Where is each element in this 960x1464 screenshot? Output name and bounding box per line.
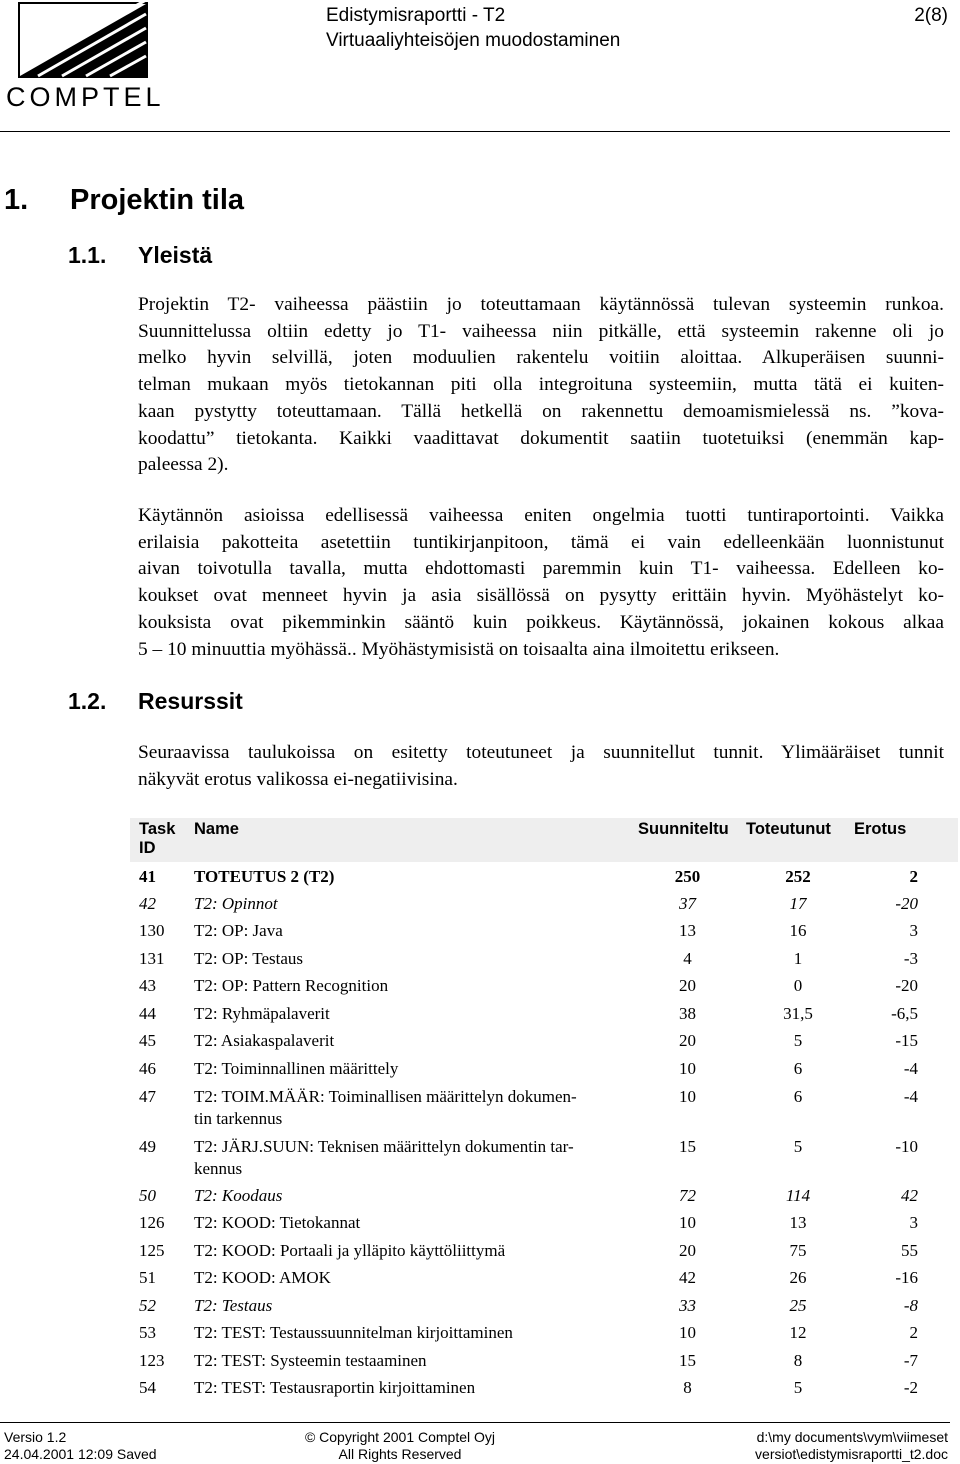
- cell-actual: 75: [789, 1241, 807, 1260]
- cell-planned: 42: [679, 1268, 696, 1287]
- cell-planned: 250: [674, 867, 701, 886]
- cell-planned: 72: [679, 1186, 696, 1205]
- text-line: melko hyvin selvillä, joten moduulien rakentelu voitiin aloittaa. Alkuperäisen suunni-: [138, 347, 944, 369]
- cell-name-line: T2: JÄRJ.SUUN: Teknisen määrittelyn dokumentin tar-: [194, 1137, 574, 1156]
- cell-name-line: T2: TOIM.MÄÄR: Toiminallisen määrittelyn dokumen-: [194, 1087, 577, 1106]
- cell-task-id: 42: [139, 894, 156, 913]
- cell-name: T2: OP: Java: [194, 921, 283, 940]
- document-title: Edistymisraportti - T2: [326, 5, 506, 26]
- cell-diff: -20: [895, 894, 918, 913]
- text-line: paleessa 2).: [138, 454, 229, 476]
- comptel-logo: [6, 2, 165, 112]
- cell-planned: 20: [679, 976, 696, 995]
- text-line: erilaisia pakotteita asetettiin tuntikirjanpitoon, tämä ei vain edelleenkään luonnistunut: [138, 531, 944, 553]
- cell-planned: 33: [679, 1296, 696, 1315]
- paragraph-yleista-1: [138, 292, 944, 479]
- header-name: Name: [194, 820, 239, 838]
- cell-name: T2: Opinnot: [194, 894, 278, 913]
- text-line: telman mukaan myös tietokannan piti olla integroituna systeemiin, mutta tätä ei kuiten-: [138, 374, 944, 396]
- footer-path-1: d:\my documents\vym\viimeset: [756, 1429, 948, 1445]
- section-1-1-number: 1.1.: [68, 242, 107, 268]
- cell-name: TOTEUTUS 2 (T2): [194, 867, 335, 886]
- cell-actual: 31,5: [783, 1004, 813, 1023]
- cell-task-id: 49: [139, 1137, 156, 1156]
- cell-actual: 16: [789, 921, 807, 940]
- cell-diff: -8: [903, 1296, 918, 1315]
- header-divider: [0, 131, 950, 132]
- cell-name: T2: Testaus: [194, 1296, 273, 1315]
- cell-name: T2: OP: Pattern Recognition: [194, 976, 389, 995]
- section-1-1-title: Yleistä: [138, 242, 213, 268]
- cell-planned: 20: [679, 1241, 696, 1260]
- cell-diff: -10: [895, 1137, 918, 1156]
- header-task-id-2: ID: [139, 839, 156, 857]
- logo-text: COMPTEL: [6, 82, 165, 112]
- text-line: Käytännön asioissa edellisessä vaiheessa eniten ongelmia tuotti tuntiraportointi. Vaikka: [138, 505, 944, 526]
- cell-task-id: 125: [139, 1241, 165, 1260]
- cell-actual: 0: [793, 976, 803, 995]
- cell-actual: 252: [785, 867, 811, 886]
- text-line: Projektin T2- vaiheessa päästiin jo toteuttamaan käytännössä tulevan systeemin runkoa.: [138, 294, 944, 315]
- cell-diff: -3: [903, 949, 918, 968]
- text-line: aivan toivotulla tavalla, mutta ehdottomasti paremmin kuin T1- vaiheessa. Edelleen ko-: [138, 558, 944, 580]
- cell-name-line: tin tarkennus: [194, 1109, 283, 1128]
- footer-copyright: © Copyright 2001 Comptel Oyj: [304, 1429, 496, 1445]
- cell-actual: 5: [793, 1031, 803, 1050]
- cell-actual: 12: [789, 1323, 807, 1342]
- cell-name: [194, 1136, 634, 1180]
- cell-actual: 17: [789, 894, 807, 913]
- cell-planned: 10: [679, 1323, 696, 1342]
- cell-diff: -20: [895, 976, 918, 995]
- text-line: Suunnittelussa oltiin edetty jo T1- vaiheessa niin pitkälle, että systeemin rakenne oli jo: [138, 320, 944, 342]
- cell-name: T2: OP: Testaus: [194, 949, 303, 968]
- cell-task-id: 130: [139, 921, 165, 940]
- table-header: [130, 818, 958, 862]
- cell-planned: 20: [679, 1031, 696, 1050]
- cell-diff: -7: [903, 1351, 918, 1370]
- cell-actual: 1: [793, 949, 803, 968]
- paragraph-resurssit: [138, 740, 944, 793]
- cell-task-id: 54: [139, 1378, 156, 1397]
- cell-diff: 42: [901, 1186, 918, 1205]
- cell-actual: 6: [793, 1087, 803, 1106]
- cell-diff: -6,5: [891, 1004, 918, 1023]
- header-diff: Erotus: [854, 820, 907, 838]
- cell-task-id: 51: [139, 1268, 156, 1287]
- cell-name: T2: Toiminnallinen määrittely: [194, 1059, 399, 1078]
- document-subtitle: Virtuaaliyhteisöjen muodostaminen: [326, 30, 621, 51]
- cell-name: [194, 1086, 634, 1130]
- cell-diff: 2: [909, 867, 918, 886]
- cell-planned: 37: [679, 894, 696, 913]
- cell-planned: 10: [679, 1059, 696, 1078]
- cell-task-id: 46: [139, 1059, 156, 1078]
- cell-planned: 15: [679, 1137, 696, 1156]
- cell-task-id: 45: [139, 1031, 156, 1050]
- cell-actual: 5: [793, 1378, 803, 1397]
- cell-planned: 38: [679, 1004, 696, 1023]
- header-task-id: Task: [139, 820, 176, 838]
- cell-name-line: kennus: [194, 1159, 243, 1178]
- section-1-title: Projektin tila: [70, 184, 245, 216]
- cell-task-id: 47: [139, 1087, 156, 1106]
- cell-diff: -16: [895, 1268, 918, 1287]
- cell-task-id: 53: [139, 1323, 156, 1342]
- cell-actual: 26: [789, 1268, 807, 1287]
- cell-actual: 13: [789, 1213, 807, 1232]
- cell-actual: 6: [793, 1059, 803, 1078]
- cell-task-id: 50: [139, 1186, 156, 1205]
- cell-diff: -15: [895, 1031, 918, 1050]
- cell-task-id: 123: [139, 1351, 165, 1370]
- cell-actual: 114: [785, 1186, 811, 1205]
- cell-name: T2: KOOD: Portaali ja ylläpito käyttöliittymä: [194, 1241, 506, 1260]
- cell-diff: -4: [903, 1059, 918, 1078]
- cell-planned: 15: [679, 1351, 696, 1370]
- cell-name: T2: TEST: Testausraportin kirjoittaminen: [194, 1378, 476, 1397]
- cell-name: T2: Ryhmäpalaverit: [194, 1004, 330, 1023]
- cell-diff: 2: [909, 1323, 918, 1342]
- cell-actual: 5: [793, 1137, 803, 1156]
- footer-saved: 24.04.2001 12:09 Saved: [4, 1446, 157, 1462]
- cell-name: T2: TEST: Testaussuunnitelman kirjoittaminen: [194, 1323, 513, 1342]
- comptel-logo-mark-icon: [18, 2, 148, 78]
- footer-rights: All Rights Reserved: [338, 1446, 462, 1462]
- cell-diff: 55: [901, 1241, 918, 1260]
- cell-diff: 3: [909, 1213, 918, 1232]
- cell-planned: 13: [679, 921, 696, 940]
- cell-task-id: 126: [139, 1213, 165, 1232]
- text-line: kaan pystytty toteuttamaan. Tällä hetkellä on rakennettu demoamismielessä ns. ”kova-: [138, 400, 944, 422]
- cell-task-id: 44: [139, 1004, 156, 1023]
- cell-diff: 3: [909, 921, 918, 940]
- cell-diff: -2: [903, 1378, 918, 1397]
- cell-planned: 4: [683, 949, 692, 968]
- cell-actual: 25: [789, 1296, 807, 1315]
- section-1-2-number: 1.2.: [68, 688, 107, 714]
- footer-path-2: versiot\edistymisraportti_t2.doc: [755, 1446, 948, 1462]
- header-planned: Suunniteltu: [638, 820, 729, 838]
- footer-version: Versio 1.2: [4, 1429, 67, 1445]
- cell-actual: 8: [793, 1351, 803, 1370]
- cell-diff: -4: [903, 1087, 918, 1106]
- text-line: koukset ovat menneet hyvin ja asia sisällössä on pysytty erittäin hyvin. Myöhästelyt ko-: [138, 585, 944, 607]
- paragraph-yleista-2: [138, 503, 944, 663]
- text-line: Seuraavissa taulukoissa on esitetty toteutuneet ja suunnitellut tunnit. Ylimääräiset tunnit: [138, 742, 944, 763]
- cell-name: T2: KOOD: AMOK: [194, 1268, 331, 1287]
- footer-divider: [0, 1422, 950, 1423]
- cell-planned: 10: [679, 1213, 696, 1232]
- cell-planned: 8: [683, 1378, 692, 1397]
- cell-name: T2: Asiakaspalaverit: [194, 1031, 335, 1050]
- text-line: näkyvät erotus valikossa ei-negatiivisina.: [138, 768, 458, 790]
- cell-task-id: 41: [139, 867, 156, 886]
- text-line: 5 – 10 minuuttia myöhässä.. Myöhästymisistä on toisaalta aina ilmoitettu erikseen.: [138, 638, 780, 660]
- cell-task-id: 43: [139, 976, 156, 995]
- cell-planned: 10: [679, 1087, 696, 1106]
- header-actual: Toteutunut: [746, 820, 831, 838]
- cell-task-id: 131: [139, 949, 165, 968]
- text-line: koodattu” tietokanta. Kaikki vaadittavat dokumentit saatiin tuotetuiksi (enemmän kap-: [138, 427, 944, 449]
- cell-task-id: 52: [139, 1296, 156, 1315]
- section-1-number: 1.: [4, 184, 29, 216]
- cell-name: T2: TEST: Systeemin testaaminen: [194, 1351, 427, 1370]
- cell-name: T2: KOOD: Tietokannat: [194, 1213, 361, 1232]
- text-line: kouksista ovat pikemminkin sääntö kuin poikkeus. Käytännössä, jokainen kokous alkaa: [138, 611, 944, 633]
- section-1-2-title: Resurssit: [138, 688, 243, 714]
- page-number: 2(8): [914, 5, 948, 26]
- cell-name: T2: Koodaus: [194, 1186, 283, 1205]
